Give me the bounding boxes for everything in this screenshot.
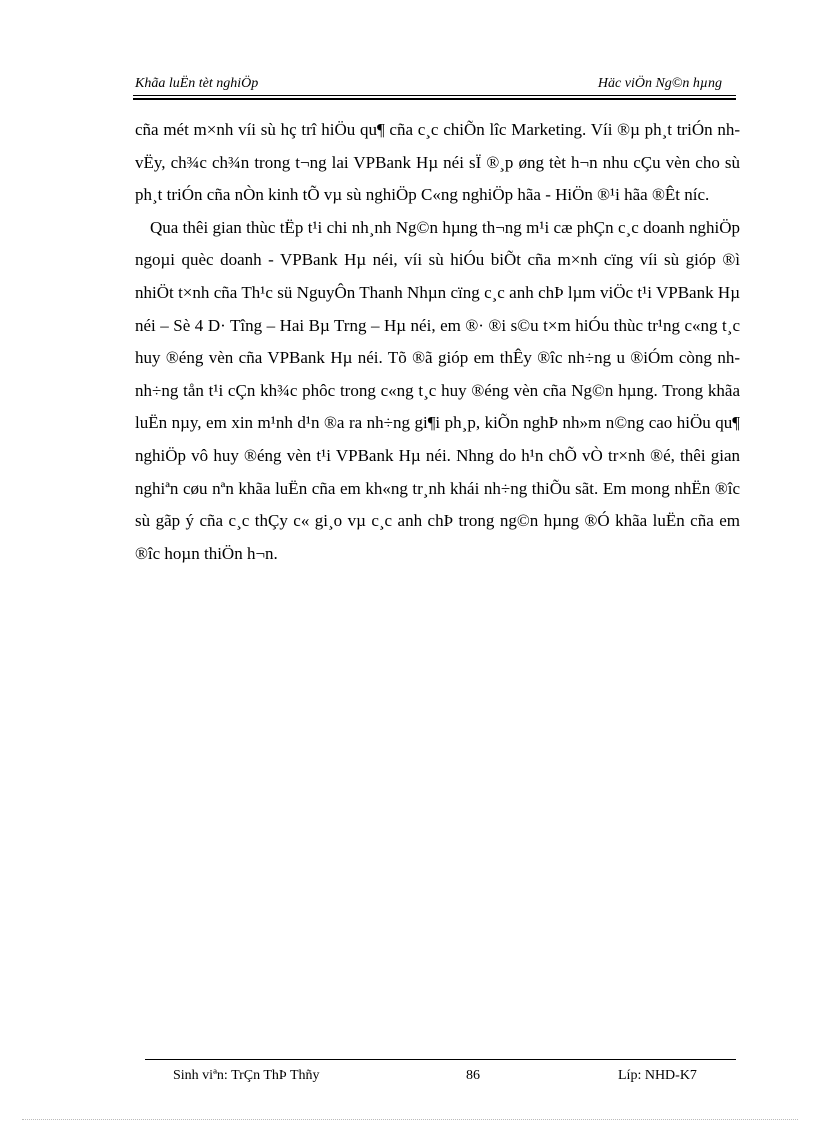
footer-page-number: 86 [466, 1068, 480, 1083]
header-rule-thin [133, 95, 736, 96]
footer-student-name: Sinh viªn: TrÇn ThÞ Thñy [173, 1068, 320, 1083]
footer-class: Líp: NHD-K7 [618, 1068, 697, 1083]
body-text [135, 114, 740, 570]
header-rule-thick [133, 98, 736, 100]
page-edge-divider [22, 1119, 798, 1120]
header-institution: Häc viÖn Ng©n hµng [597, 76, 722, 91]
paragraph-1: cña mét m×nh víi sù hç trî hiÖu qu¶ cña c¸c chiÕn lîc Marketing. Víi ®µ ph¸t triÓn nh vËy, ch¾c ch¾n trong t¬ng lai VPBank Hµ néi sÏ ®¸p øng tèt h¬n nhu cÇu vèn cho sù ph¸t triÓn cña nÒn kinh tÕ vµ sù nghiÖp C«ng nghiÖp hãa - HiÖn ®¹i hãa ®Êt níc. [135, 120, 740, 205]
header-thesis-title: Khãa luËn tèt nghiÖp [135, 76, 259, 91]
footer-rule [145, 1059, 736, 1060]
paragraph-2: Qua thêi gian thùc tËp t¹i chi nh¸nh Ng©n hµng th¬ng m¹i cæ phÇn c¸c doanh nghiÖp ngoµi quèc doanh - VPBank Hµ néi, víi sù hiÓu biÕt cña m×nh cïng víi sù gióp ®ì nhiÖt t×nh cña Th¹c sü NguyÔn Thanh Nhµn cïng c¸c anh chÞ lµm viÖc t¹i VPBank Hµ néi – Sè 4 D· Tîng – Hai Bµ Trng – Hµ néi, em ®· ®i s©u t×m hiÓu thùc tr¹ng c«ng t¸c huy ®éng vèn cña VPBank Hµ néi. Tõ ®ã gióp em thÊy ®îc nh÷ng u ®iÓm còng nh nh÷ng tån t¹i cÇn kh¾c phôc trong c«ng t¸c huy ®éng vèn cña Ng©n hµng. Trong khãa luËn nµy, em xin m¹nh d¹n ®a ra nh÷ng gi¶i ph¸p, kiÕn nghÞ nh»m n©ng cao hiÖu qu¶ nghiÖp vô huy ®éng vèn t¹i VPBank Hµ néi. Nhng do h¹n chÕ vÒ tr×nh ®é, thêi gian nghiªn cøu nªn khãa luËn cña em kh«ng tr¸nh khái nh÷ng thiÕu sãt. Em mong nhËn ®îc sù gãp ý cña c¸c thÇy c« gi¸o vµ c¸c anh chÞ trong ng©n hµng ®Ó khãa luËn cña em ®îc hoµn thiÖn h¬n. [135, 217, 740, 563]
